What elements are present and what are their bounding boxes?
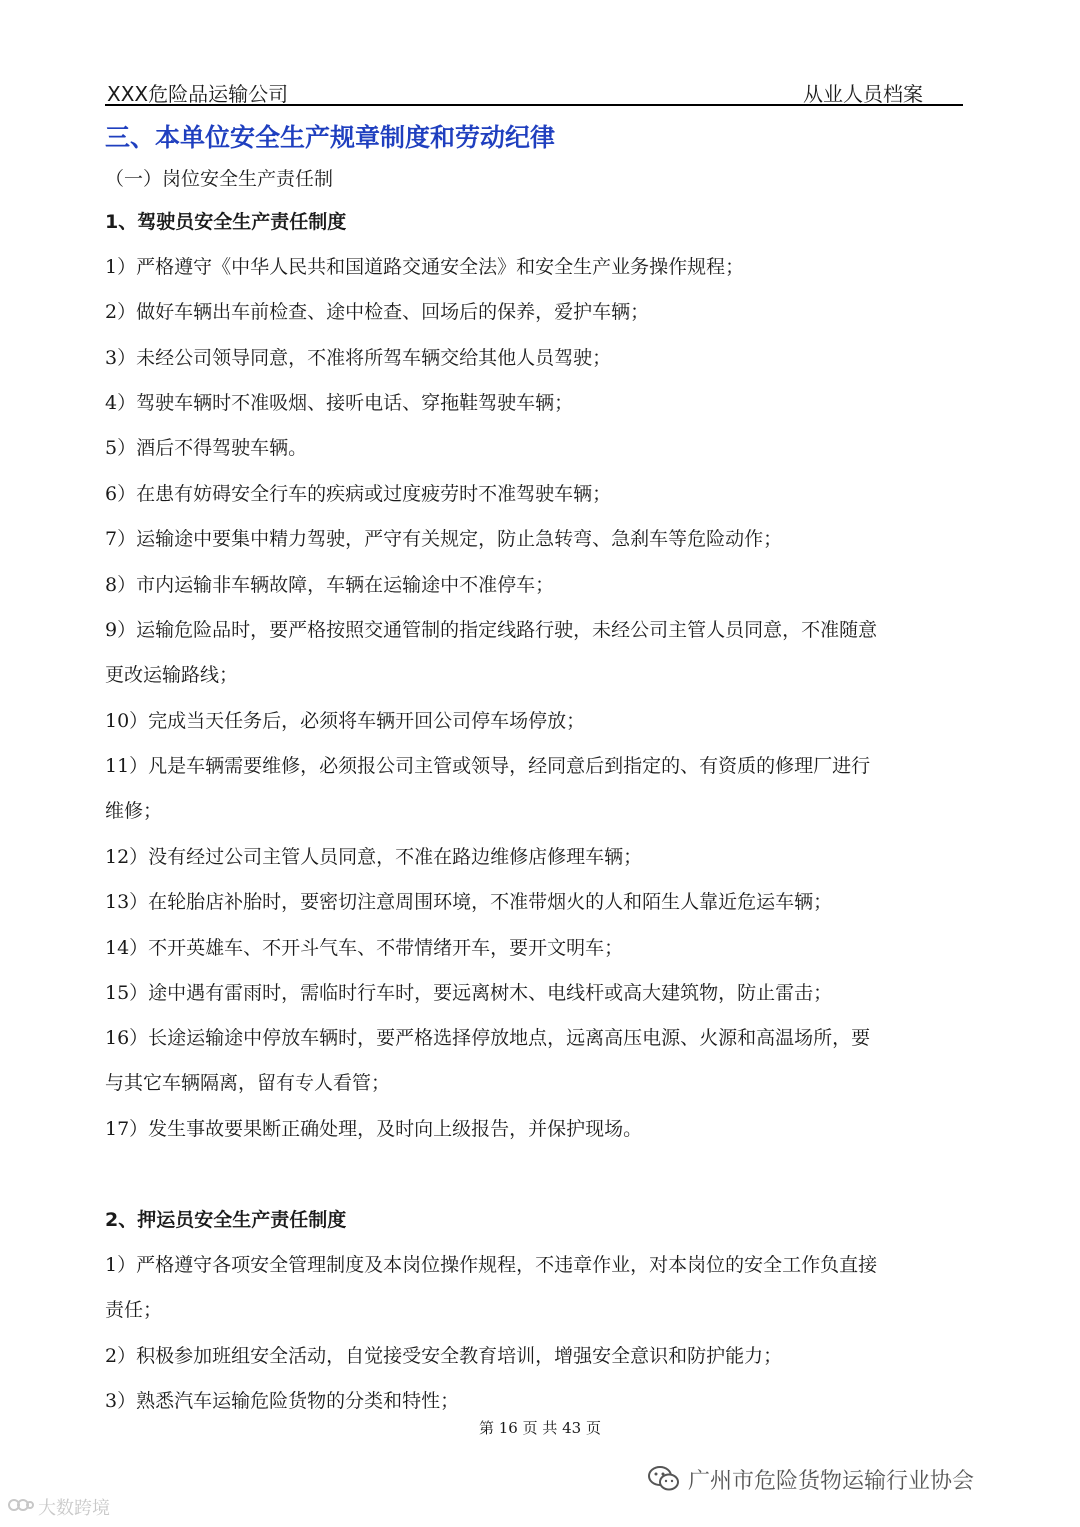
- rule-line: 7）运输途中要集中精力驾驶，严守有关规定，防止急转弯、急刹车等危险动作；: [105, 528, 783, 550]
- rule-line: 8）市内运输非车辆故障，车辆在运输途中不准停车；: [105, 574, 555, 596]
- section-title: 三、本单位安全生产规章制度和劳动纪律: [105, 123, 556, 152]
- escort-heading: 2、押运员安全生产责任制度: [105, 1209, 347, 1231]
- page-footer: 第 16 页 共 43 页: [478, 1419, 601, 1437]
- rule-line: 14）不开英雄车、不开斗气车、不带情绪开车，要开文明车；: [105, 937, 624, 959]
- rule-line: 4）驾驶车辆时不准吸烟、接听电话、穿拖鞋驾驶车辆；: [105, 392, 574, 414]
- rule-line: 15）途中遇有雷雨时，需临时行车时，要远离树木、电线杆或高大建筑物，防止雷击；: [105, 982, 833, 1004]
- rule-line: 3）未经公司领导同意，不准将所驾车辆交给其他人员驾驶；: [105, 347, 612, 369]
- watermark-account: [648, 1462, 974, 1496]
- rule-line: 17）发生事故要果断正确处理，及时向上级报告，并保护现场。: [105, 1118, 643, 1140]
- rule-line: 2）做好车辆出车前检查、途中检查、回场后的保养，爱护车辆；: [105, 301, 650, 323]
- page-header: [105, 78, 963, 106]
- rule-line: 5）酒后不得驾驶车辆。: [105, 437, 308, 459]
- rule-line: 维修；: [105, 800, 163, 822]
- rule-line: 9）运输危险品时，要严格按照交通管制的指定线路行驶，未经公司主管人员同意，不准随意: [105, 619, 878, 641]
- rule-line: 1）严格遵守各项安全管理制度及本岗位操作规程，不违章作业，对本岗位的安全工作负直接: [105, 1254, 878, 1276]
- rule-line: 11）凡是车辆需要维修，必须报公司主管或领导，经同意后到指定的、有资质的修理厂进行: [105, 755, 871, 777]
- watermark-account-name: 广州市危险货物运输行业协会: [688, 1468, 975, 1494]
- driver-heading: 1、驾驶员安全生产责任制度: [105, 211, 347, 233]
- site-logo-icon: [8, 1496, 34, 1519]
- header-doc-type: 从业人员档案: [803, 82, 923, 106]
- rule-line: 2）积极参加班组安全活动，自觉接受安全教育培训，增强安全意识和防护能力；: [105, 1345, 783, 1367]
- rule-line: 与其它车辆隔离，留有专人看管；: [105, 1072, 391, 1094]
- watermark-site-name: 大数跨境: [38, 1498, 110, 1519]
- rule-line: 10）完成当天任务后，必须将车辆开回公司停车场停放；: [105, 710, 586, 732]
- rule-line: 更改运输路线；: [105, 664, 239, 686]
- rule-line: 责任；: [105, 1299, 163, 1321]
- rule-line: 3）熟悉汽车运输危险货物的分类和特性；: [105, 1390, 460, 1412]
- watermark-site: [8, 1494, 110, 1520]
- header-company: XXX危险品运输公司: [107, 82, 289, 106]
- rule-line: 16）长途运输途中停放车辆时，要严格选择停放地点，远离高压电源、火源和高温场所，要: [105, 1027, 871, 1049]
- rule-line: 6）在患有妨碍安全行车的疾病或过度疲劳时不准驾驶车辆；: [105, 483, 612, 505]
- rule-line: 13）在轮胎店补胎时，要密切注意周围环境，不准带烟火的人和陌生人靠近危运车辆；: [105, 891, 833, 913]
- wechat-icon: [648, 1466, 680, 1492]
- subsection-heading: （一）岗位安全生产责任制: [105, 168, 334, 190]
- rule-line: 1）严格遵守《中华人民共和国道路交通安全法》和安全生产业务操作规程；: [105, 256, 745, 278]
- rule-line: 12）没有经过公司主管人员同意，不准在路边维修店修理车辆；: [105, 846, 643, 868]
